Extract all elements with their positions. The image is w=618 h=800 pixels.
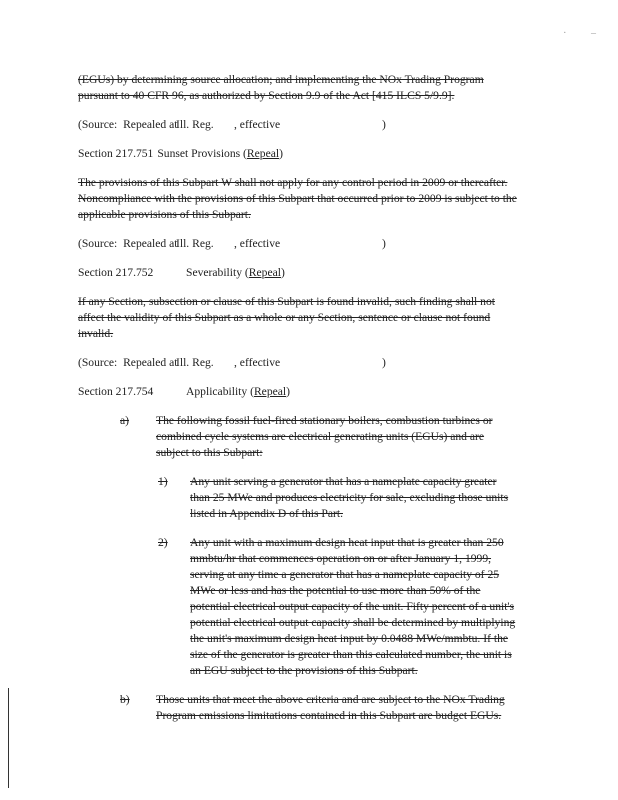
section-status: Repeal bbox=[248, 266, 281, 279]
section-status: Repeal bbox=[253, 385, 287, 398]
source-close: ) bbox=[382, 356, 386, 369]
source-reg: Ill. Reg. bbox=[176, 237, 214, 250]
source-note bbox=[78, 117, 518, 133]
item-text: Any unit with a maximum design heat input that is greater than 250 mmbtu/hr that commences operation on or after January 1, 1999, serving at any time a generator that has a nameplate capacity of 25 MWe or less and has the potential to use more than 50% of the potential electrical output capacity of the unit. Fifty percent of a unit's potential electrical output capacity shall be determined by multiplying the unit's maximum design heat input by 0.0488 MWe/mmbtu. If the size of the generator is greater than this calculated number, the unit is an EGU subject to the provisions of this Subpart. bbox=[190, 536, 516, 677]
source-repealed: (Source: Repealed at bbox=[78, 118, 178, 131]
margin-line bbox=[8, 688, 9, 788]
item-label: 2) bbox=[158, 536, 168, 549]
scan-marks bbox=[541, 28, 596, 39]
source-effective: , effective bbox=[234, 356, 281, 369]
list-item bbox=[78, 535, 518, 679]
item-label: 1) bbox=[158, 475, 168, 488]
list-item bbox=[78, 474, 518, 522]
section-number: Section 217.752 bbox=[78, 266, 154, 279]
item-text: The following fossil fuel-fired stationary boilers, combustion turbines or combined cycle systems are electrical generating units (EGUs) and are subject to this Subpart: bbox=[156, 414, 493, 459]
source-repealed: (Source: Repealed at bbox=[78, 356, 178, 369]
item-text: Those units that meet the above criteria and are subject to the NOx Trading Program emissions limitations contained in this Subpart are budget EGUs. bbox=[156, 693, 505, 722]
source-reg: Ill. Reg. bbox=[176, 356, 214, 369]
document-body bbox=[78, 72, 518, 724]
section-title: Severability bbox=[186, 266, 243, 279]
source-repealed: (Source: Repealed at bbox=[78, 237, 178, 250]
list-item bbox=[78, 692, 518, 724]
item-label: b) bbox=[120, 693, 130, 706]
section-heading: Section 217.751 Sunset Provisions ( Repeal ) bbox=[78, 147, 283, 160]
section-title: Sunset Provisions bbox=[157, 147, 241, 160]
section-status: Repeal bbox=[246, 147, 280, 160]
section-paragraph: If any Section, subsection or clause of this Subpart is found invalid, such finding shall not affect the validity of this Subpart as a whole or any Section, sentence or clause not found invalid. bbox=[78, 295, 495, 340]
section-number: Section 217.754 bbox=[78, 385, 154, 398]
list-item bbox=[78, 413, 518, 461]
source-note bbox=[78, 355, 518, 371]
scan-mark: · bbox=[563, 28, 567, 39]
source-effective: , effective bbox=[234, 237, 281, 250]
source-close: ) bbox=[382, 237, 386, 250]
section-paragraph: The provisions of this Subpart W shall not apply for any control period in 2009 or thereafter. Noncompliance with the provisions of this Subpart that occurred prior to 2009 is subject to the applicable provisions of this Subpart. bbox=[78, 176, 517, 221]
intro-paragraph: (EGUs) by determining source allocation; and implementing the NOx Trading Program pursuant to 40 CFR 96, as authorized by Section 9.9 of the Act [415 ILCS 5/9.9]. bbox=[78, 73, 484, 102]
source-close: ) bbox=[382, 118, 386, 131]
source-reg: Ill. Reg. bbox=[176, 118, 214, 131]
section-heading: Section 217.754 Applicability ( Repeal ) bbox=[78, 385, 291, 398]
section-number: Section 217.751 bbox=[78, 147, 154, 160]
item-label: a) bbox=[120, 414, 130, 427]
scan-mark: – bbox=[591, 28, 596, 39]
section-heading: Section 217.752 Severability ( Repeal ) bbox=[78, 266, 285, 279]
item-text: Any unit serving a generator that has a nameplate capacity greater than 25 MWe and produces electricity for sale, excluding those units listed in Appendix D of this Part. bbox=[190, 475, 509, 520]
section-title: Applicability bbox=[186, 385, 248, 398]
source-note bbox=[78, 236, 518, 252]
source-effective: , effective bbox=[234, 118, 281, 131]
